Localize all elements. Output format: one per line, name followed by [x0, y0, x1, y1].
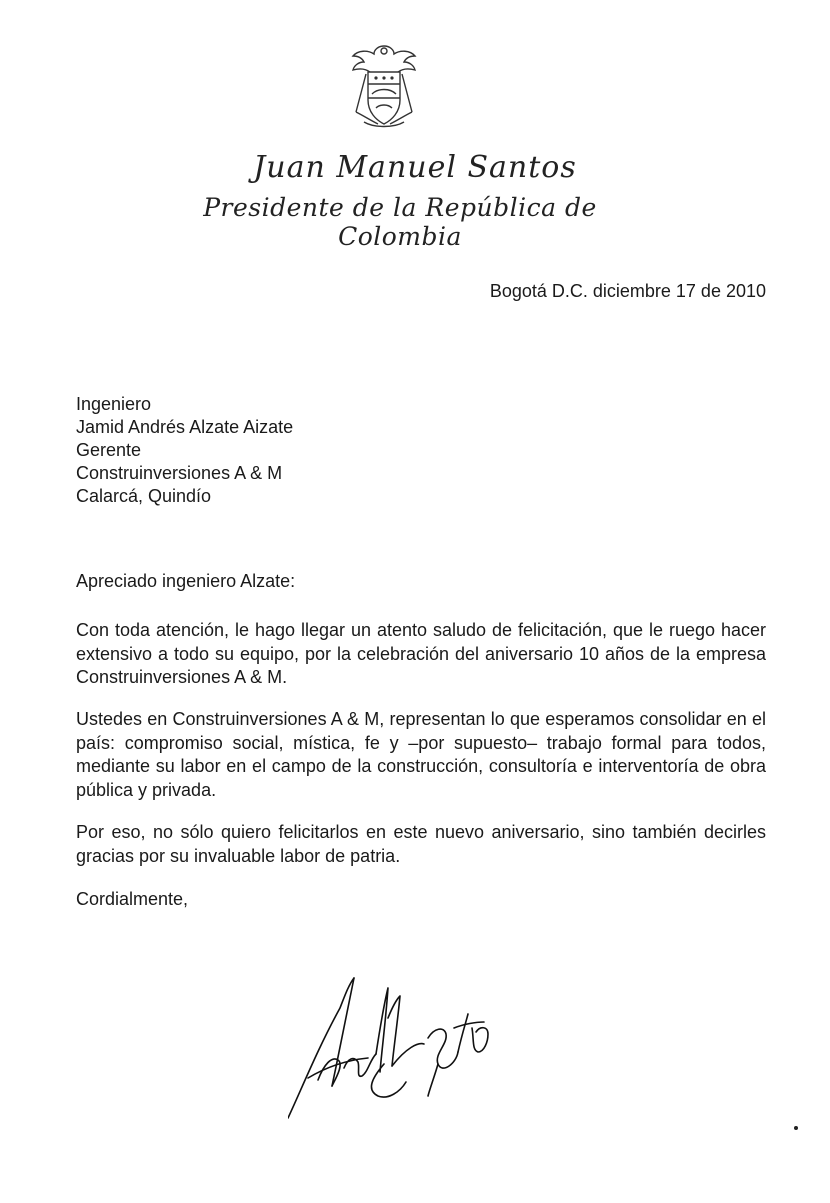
recipient-line: Ingeniero	[76, 394, 152, 414]
coat-of-arms-seal	[350, 42, 418, 130]
recipient-line: Calarcá, Quindío	[76, 486, 212, 506]
recipient-line: Construinversiones A & M	[76, 463, 283, 483]
letterhead-name: Juan Manuel Santos	[253, 150, 577, 185]
body-paragraph: Con toda atención, le hago llegar un atento saludo de felicitación, que le ruego hacer extensivo a todo su equipo, por la celebración del aniversario 10 años de la empresa Construinversiones A & M.	[76, 620, 766, 687]
salutation: Apreciado ingeniero Alzate:	[76, 571, 296, 591]
letter-date: Bogotá D.C. diciembre 17 de 2010	[489, 281, 766, 301]
ink-speck	[794, 1126, 798, 1130]
body-paragraph: Por eso, no sólo quiero felicitarlos en este nuevo aniversario, sino también decirles gracias por su invaluable labor de patria.	[76, 822, 766, 866]
recipient-line: Jamid Andrés Alzate Aizate	[76, 417, 294, 437]
recipient-line: Gerente	[76, 440, 142, 460]
recipient-block	[76, 393, 293, 508]
handwritten-signature	[288, 968, 508, 1128]
closing: Cordialmente,	[76, 889, 189, 909]
letterhead-title: Presidente de la República de Colombia	[203, 193, 597, 251]
body-paragraph: Ustedes en Construinversiones A & M, representan lo que esperamos consolidar en el país: compromiso social, mística, fe y –por supuesto– trabajo formal para todos, mediante su labor en el campo de la construcción, consultoría e interventoría de obra pública y privada.	[76, 709, 766, 800]
